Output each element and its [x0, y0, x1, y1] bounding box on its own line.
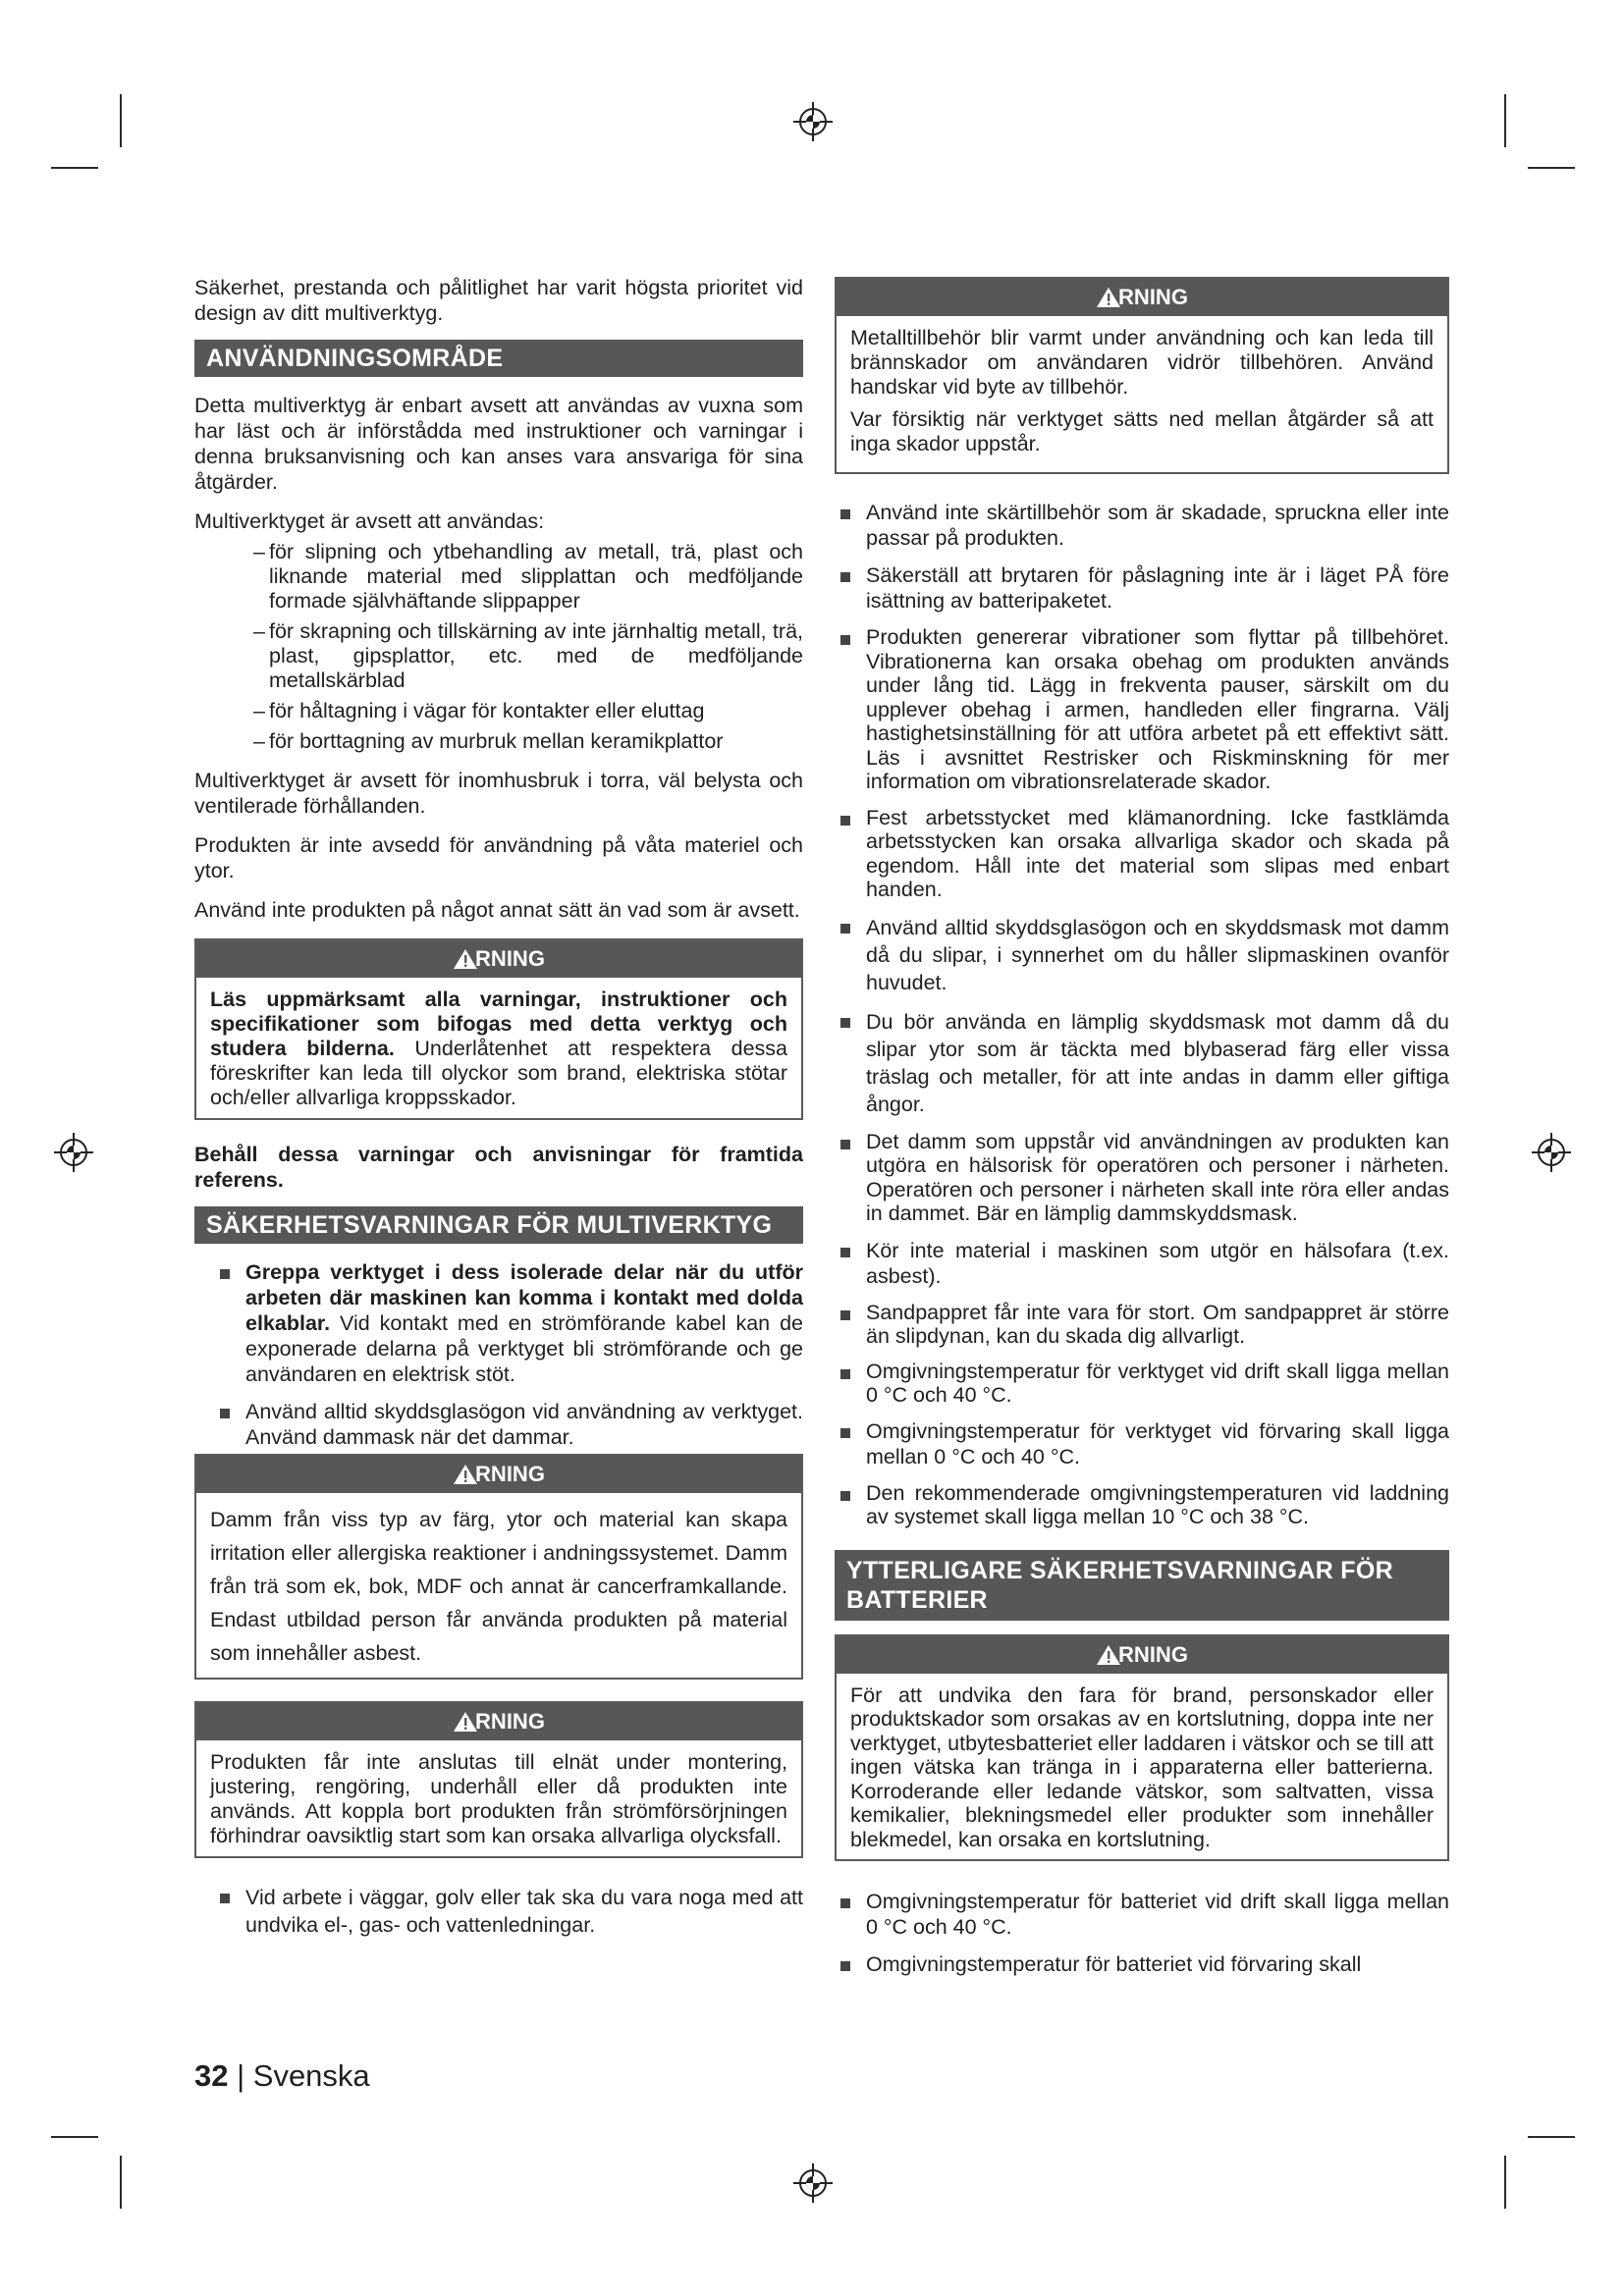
- warning-label: RNING: [1118, 1641, 1188, 1667]
- warning-bold-text: Läs uppmärksamt alla varningar, instruktioner och specifikationer som bifogas med detta verktyg och studera bilderna.: [210, 988, 787, 1060]
- bullet-text: Vid kontakt med en strömförande kabel kan de exponerade delarna på verktyget bli strömförande och ge användaren en elektrisk stöt.: [245, 1311, 803, 1386]
- list-item: [835, 1301, 1449, 1348]
- crop-mark: [120, 2156, 122, 2209]
- registration-mark-icon: [1532, 1133, 1571, 1172]
- square-bullet-icon: [840, 1140, 850, 1149]
- square-bullet-icon: [840, 1248, 850, 1257]
- crop-mark: [51, 167, 98, 169]
- list-item: [835, 500, 1449, 551]
- warning-label: RNING: [1118, 285, 1188, 309]
- keep-instructions: Behåll dessa varningar och anvisningar för framtida referens.: [194, 1143, 803, 1192]
- list-item: [835, 914, 1449, 996]
- list-item: – för borttagning av murbruk mellan keramikplattor: [253, 729, 803, 754]
- safety-list: [835, 500, 1449, 1528]
- warning-header: [837, 1636, 1447, 1674]
- square-bullet-icon: [840, 816, 850, 826]
- bullet-text: Använd inte skärtillbehör som är skadade, spruckna eller inte passar på produkten.: [866, 501, 1449, 550]
- battery-section-title: YTTERLIGARE SÄKERHETSVARNINGAR FÖR BATTERIER: [835, 1550, 1449, 1621]
- warning-box: [835, 277, 1449, 474]
- usage-section-title: ANVÄNDNINGSOMRÅDE: [194, 340, 803, 377]
- bullet-text: Den rekommenderade omgivningstemperaturen vid laddning av systemet skall ligga mellan 10 °C och 38 °C.: [866, 1480, 1449, 1528]
- bullet-text: Produkten genererar vibrationer som flyttar på tillbehöret. Vibrationerna kan orsaka obehag om produkten används under lång tid. Lägg in frekventa pauser, särskilt om du upplever obehag i armen, handleden eller fingrarna. Välj hastighetsinställning för att utföra arbetet på ett effektivt sätt. Läs i avsnittet Restrisker och Riskminskning för mer information om vibrationsrelaterade skador.: [866, 625, 1449, 793]
- list-item: [214, 1399, 803, 1450]
- list-item: [835, 1238, 1449, 1289]
- square-bullet-icon: [840, 1428, 850, 1438]
- bullet-text: Använd alltid skyddsglasögon vid användning av verktyget. Använd dammask när det dammar.: [245, 1400, 803, 1449]
- safety-section-title: SÄKERHETSVARNINGAR FÖR MULTIVERKTYG: [194, 1206, 803, 1244]
- warning-body: [837, 316, 1447, 472]
- square-bullet-icon: [840, 572, 850, 582]
- list-item: – för slipning och ytbehandling av metall, trä, plast och liknande material med slipplattan och medföljande formade självhäftande slippapper: [253, 540, 803, 614]
- registration-mark-icon: [54, 1133, 93, 1172]
- left-column: [194, 275, 803, 1950]
- warning-text: Produkten får inte anslutas till elnät under montering, justering, rengöring, underhåll eller då produkten inte används. Att koppla bort produkten från strömförsörjningen förhindrar oavsiktlig start som kan orsaka allvarliga olycksfall.: [210, 1750, 787, 1847]
- bullet-text: Använd alltid skyddsglasögon och en skyddsmask mot damm då du slipar, i synnerhet om du håller slipmaskinen ovanför huvudet.: [866, 915, 1449, 994]
- warning-label: RNING: [475, 1709, 545, 1734]
- list-item: [835, 806, 1449, 902]
- list-item: [835, 1951, 1449, 1977]
- bullet-text: Säkerställ att brytaren för påslagning inte är i läget PÅ före isättning av batteripaketet.: [866, 563, 1449, 613]
- list-item: [835, 625, 1449, 794]
- bullet-text: Omgivningstemperatur för verktyget vid förvaring skall ligga mellan 0 °C och 40 °C.: [866, 1418, 1449, 1468]
- registration-mark-icon: [793, 2163, 833, 2203]
- bullet-bold-text: Greppa verktyget i dess isolerade delar när du utför arbeten där maskinen kan komma i kontakt med dolda elkablar.: [245, 1260, 803, 1335]
- list-item: [835, 1008, 1449, 1118]
- warning-label: RNING: [475, 946, 545, 971]
- square-bullet-icon: [840, 1310, 850, 1320]
- page-footer: [194, 2058, 370, 2094]
- warning-text: Underlåtenhet att respektera dessa föreskrifter kan leda till olyckor som brand, elektriska stötar och/eller allvarliga kroppsskador.: [210, 1037, 787, 1109]
- square-bullet-icon: [840, 1898, 850, 1908]
- warning-box: [194, 938, 803, 1120]
- square-bullet-icon: [840, 635, 850, 645]
- safety-list: [214, 1884, 803, 1939]
- crop-mark: [51, 2136, 98, 2138]
- right-column: [835, 277, 1449, 1989]
- registration-mark-icon: [793, 102, 833, 141]
- warning-text: Var försiktig när verktyget sätts ned mellan åtgärder så att inga skador uppstår.: [850, 407, 1434, 455]
- footer-separator: |: [228, 2058, 253, 2093]
- page-number: 32: [194, 2058, 229, 2093]
- bullet-text: Sandpappret får inte vara för stort. Om sandpappret är större än slipdynan, kan du skada dig allvarligt.: [866, 1300, 1449, 1348]
- square-bullet-icon: [840, 1369, 850, 1379]
- list-item: [835, 1889, 1449, 1940]
- warning-box: [835, 1634, 1449, 1862]
- warning-text: Metalltillbehör blir varmt under användning och kan leda till brännskador om användaren vidrör tillbehören. Använd handskar vid byte av tillbehör.: [850, 326, 1434, 399]
- bullet-text: Omgivningstemperatur för batteriet vid drift skall ligga mellan 0 °C och 40 °C.: [866, 1890, 1449, 1939]
- warning-body: [196, 1493, 801, 1678]
- usage-paragraph: Detta multiverktyg är enbart avsett att användas av vuxna som har läst och är införstådda med instruktioner och varningar i denna bruksanvisning och kan anses vara ansvariga för sina åtgärder.: [194, 394, 803, 494]
- bullet-text: Omgivningstemperatur för batteriet vid förvaring skall: [866, 1952, 1362, 1976]
- square-bullet-icon: [220, 1409, 230, 1418]
- bullet-text: Det damm som uppstår vid användningen av produkten kan utgöra en hälsorisk för operatören och personer i närheten. Operatören och personer i närheten skall inte röra eller andas in dammet. Bär en lämplig dammskyddsmask.: [866, 1129, 1449, 1225]
- square-bullet-icon: [840, 1961, 850, 1971]
- bullet-text: Fest arbetsstycket med klämanordning. Icke fastklämda arbetsstycken kan orsaka allvarliga skador och skada på egendom. Håll inte det material som slipas med enbart handen.: [866, 805, 1449, 901]
- list-item: [835, 562, 1449, 614]
- warning-header: [196, 1703, 801, 1740]
- bullet-text: Omgivningstemperatur för verktyget vid drift skall ligga mellan 0 °C och 40 °C.: [866, 1359, 1449, 1407]
- square-bullet-icon: [220, 1269, 230, 1279]
- crop-mark: [1528, 167, 1575, 169]
- usage-paragraph: Multiverktyget är avsett för inomhusbruk i torra, väl belysta och ventilerade förhållanden.: [194, 769, 803, 818]
- list-item: [835, 1481, 1449, 1528]
- list-item: [214, 1259, 803, 1387]
- warning-box: [194, 1454, 803, 1680]
- warning-header: [196, 1456, 801, 1493]
- list-item: [214, 1884, 803, 1939]
- square-bullet-icon: [840, 509, 850, 519]
- warning-text: För att undvika den fara för brand, personskador eller produktskador som orsakas av en kortslutning, doppa inte ner verktyget, utbytesbatteriet eller laddaren i vätskor och se till att ingen vätska kan tränga in i apparaterna eller batterierna. Korroderande eller ledande vätskor, som saltvatten, vissa kemikalier, blekningsmedel eller produkter som innehåller blekmedel, kan orsaka en kortslutning.: [850, 1682, 1434, 1851]
- square-bullet-icon: [840, 1018, 850, 1028]
- bullet-text: Kör inte material i maskinen som utgör en hälsofara (t.ex. asbest).: [866, 1238, 1449, 1288]
- footer-language: Svenska: [252, 2058, 370, 2093]
- square-bullet-icon: [840, 1491, 850, 1501]
- safety-list: [214, 1259, 803, 1450]
- battery-list: [835, 1889, 1449, 1977]
- crop-mark: [120, 94, 122, 147]
- list-item: [835, 1418, 1449, 1469]
- square-bullet-icon: [220, 1894, 230, 1903]
- warning-body: [837, 1674, 1447, 1860]
- warning-header: [837, 279, 1447, 316]
- warning-text: Damm från viss typ av färg, ytor och material kan skapa irritation eller allergiska reaktioner i andningssystemet. Damm från trä som ek, bok, MDF och annat är cancerframkallande. Endast utbildad person får använda produkten på material som innehåller asbest.: [210, 1508, 787, 1665]
- usage-paragraph: Använd inte produkten på något annat sätt än vad som är avsett.: [194, 898, 800, 922]
- warning-header: [196, 940, 801, 978]
- bullet-text: Du bör använda en lämplig skyddsmask mot damm då du slipar ytor som är täckta med blybaserad färg eller vissa träslag och metaller, för att inte andas in damm eller giftiga ångor.: [866, 1009, 1449, 1116]
- warning-body: [196, 978, 801, 1118]
- crop-mark: [1528, 2136, 1575, 2138]
- list-item: [835, 1130, 1449, 1226]
- usage-paragraph: Multiverktyget är avsett att användas:: [194, 509, 545, 533]
- list-item: – för håltagning i vägar för kontakter eller eluttag: [253, 699, 803, 723]
- bullet-text: Vid arbete i väggar, golv eller tak ska du vara noga med att undvika el-, gas- och vattenledningar.: [245, 1886, 803, 1937]
- square-bullet-icon: [840, 924, 850, 934]
- list-item: – för skrapning och tillskärning av inte järnhaltig metall, trä, plast, gipsplattor, etc. med de medföljande metallskärblad: [253, 619, 803, 693]
- warning-body: [196, 1740, 801, 1856]
- usage-list: [253, 540, 803, 754]
- crop-mark: [1504, 94, 1506, 147]
- warning-box: [194, 1701, 803, 1858]
- crop-mark: [1504, 2156, 1506, 2209]
- intro-text: Säkerhet, prestanda och pålitlighet har varit högsta prioritet vid design av ditt multiverktyg.: [194, 276, 803, 325]
- usage-paragraph: Produkten är inte avsedd för användning på våta materiel och ytor.: [194, 833, 803, 882]
- list-item: [835, 1360, 1449, 1407]
- warning-label: RNING: [475, 1462, 545, 1486]
